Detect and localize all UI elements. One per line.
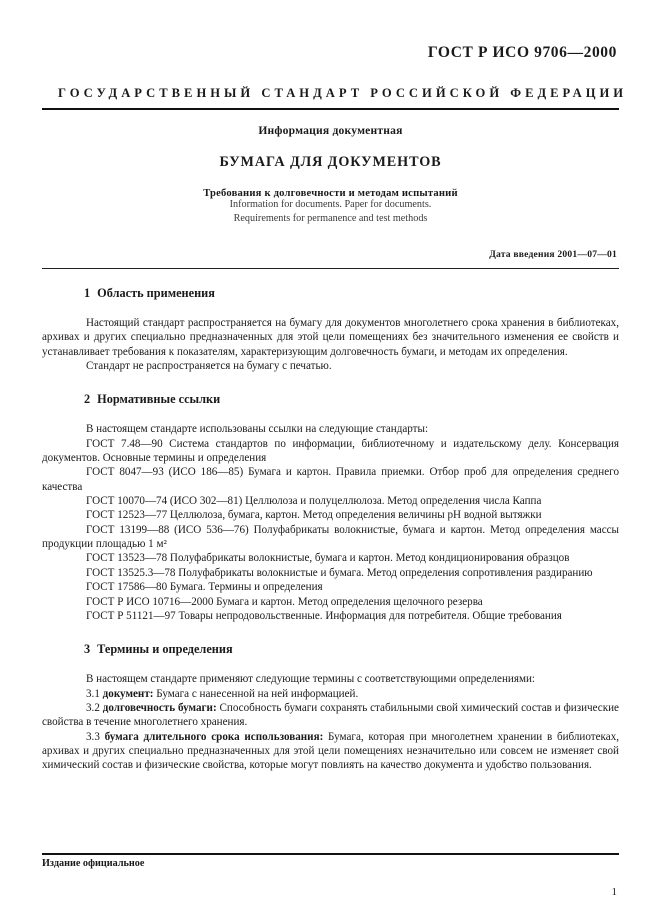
section-number-1: 1 <box>84 286 91 300</box>
document-number: ГОСТ Р ИСО 9706—2000 <box>427 44 617 61</box>
section-3-intro: В настоящем стандарте применяют следующие термины с соответствующими определениями: <box>86 673 535 686</box>
term-definition-item <box>42 701 619 730</box>
reference-item: ГОСТ 10070—74 (ИСО 302—81) Целлюлоза и полуцеллюлоза. Метод определения числа Каппа <box>86 495 542 508</box>
reference-item: ГОСТ 13523—78 Полуфабрикаты волокнистые, бумага и картон. Метод кондиционирования образцов <box>86 552 570 565</box>
section-2-intro: В настоящем стандарте использованы ссылки на следующие стандарты: <box>86 423 429 436</box>
term-number: 3.2 <box>86 701 100 714</box>
section-1-paragraph-2: Стандарт не распространяется на бумагу с печатью. <box>86 360 332 373</box>
section-number-3: 3 <box>84 642 91 657</box>
spacer <box>42 623 619 642</box>
page-number: 1 <box>611 886 617 898</box>
section-title-3: Термины и определения <box>97 642 233 657</box>
term-name: долговечность бумаги: <box>102 701 217 714</box>
term-name: документ: <box>102 687 154 700</box>
term-definition: Способность бумаги сохранять стабильными свой химический состав и физические свойства в течение многолетнего хранения. <box>42 701 619 729</box>
term-name: бумага длительного срока использования: <box>104 730 324 743</box>
title-block <box>42 124 619 199</box>
spacer <box>42 373 619 392</box>
footer-divider <box>42 853 619 855</box>
title-prefix: Информация документная <box>258 124 403 137</box>
term-definition-item <box>42 730 619 773</box>
introduction-date: Дата введения 2001—07—01 <box>489 249 617 260</box>
document-body <box>42 286 619 773</box>
page-title: БУМАГА ДЛЯ ДОКУМЕНТОВ <box>219 154 442 170</box>
reference-item: ГОСТ Р 51121—97 Товары непродовольственные. Информация для потребителя. Общие требования <box>86 609 562 622</box>
term-number: 3.3 <box>86 730 100 743</box>
section-number-2: 2 <box>84 392 91 407</box>
section-title-1: Область применения <box>97 286 215 300</box>
header-divider <box>42 108 619 110</box>
term-definition: Бумага, которая при многолетнем хранении в библиотеках, архивах и других специально предназначенных для этой цели помещениях незначительно или совсем не изменяет свой химический состав и физические свойства, которые могут повлиять на качество документа и удобство пользования. <box>42 730 620 772</box>
section-heading-2 <box>42 392 619 407</box>
standard-authority-heading: ГОСУДАРСТВЕННЫЙ СТАНДАРТ РОССИЙСКОЙ ФЕДЕРАЦИИ <box>58 86 628 100</box>
reference-item: ГОСТ 8047—93 (ИСО 186—85) Бумага и картон. Правила приемки. Отбор проб для определения среднего качества <box>42 466 619 493</box>
title-english-line-2: Requirements for permanence and test methods <box>233 212 428 224</box>
term-definition: Бумага с нанесенной на ней информацией. <box>156 687 359 700</box>
term-definition-item <box>42 687 619 701</box>
section-heading-1 <box>42 286 619 301</box>
section-title-2: Нормативные ссылки <box>97 392 221 407</box>
title-english-line-1: Information for documents. Paper for documents. <box>229 199 432 210</box>
title-english-block <box>42 198 619 225</box>
reference-item: ГОСТ 13199—88 (ИСО 536—76) Полуфабрикаты волокнистые, бумага и картон. Метод определения массы продукции площадью 1 м² <box>42 523 619 551</box>
reference-item: ГОСТ Р ИСО 10716—2000 Бумага и картон. Метод определения щелочного резерва <box>86 595 483 608</box>
term-number: 3.1 <box>86 687 100 700</box>
title-subtitle: Требования к долговечности и методам испытаний <box>203 188 458 199</box>
section-1-paragraph-1: Настоящий стандарт распространяется на бумагу для документов многолетнего срока хранения в библиотеках, архивах и других специально предназначенных для этой цели помещениях без значительного изменения ее свойств и устанавливает требования к показателям, характеризующим долговечность бумаги, и методам их определения. <box>42 317 619 358</box>
reference-item: ГОСТ 12523—77 Целлюлоза, бумага, картон. Метод определения величины рН водной вытяжки <box>86 509 542 522</box>
reference-item: ГОСТ 7.48—90 Система стандартов по информации, библиотечному и издательскому делу. Консервация документов. Основные термины и определения <box>42 437 619 465</box>
section-heading-3 <box>42 642 619 657</box>
reference-item: ГОСТ 13525.3—78 Полуфабрикаты волокнистые и бумага. Метод определения сопротивления раздиранию <box>86 566 593 579</box>
edition-label: Издание официальное <box>42 858 145 869</box>
reference-item: ГОСТ 17586—80 Бумага. Термины и определения <box>86 581 323 594</box>
title-divider <box>42 268 619 269</box>
